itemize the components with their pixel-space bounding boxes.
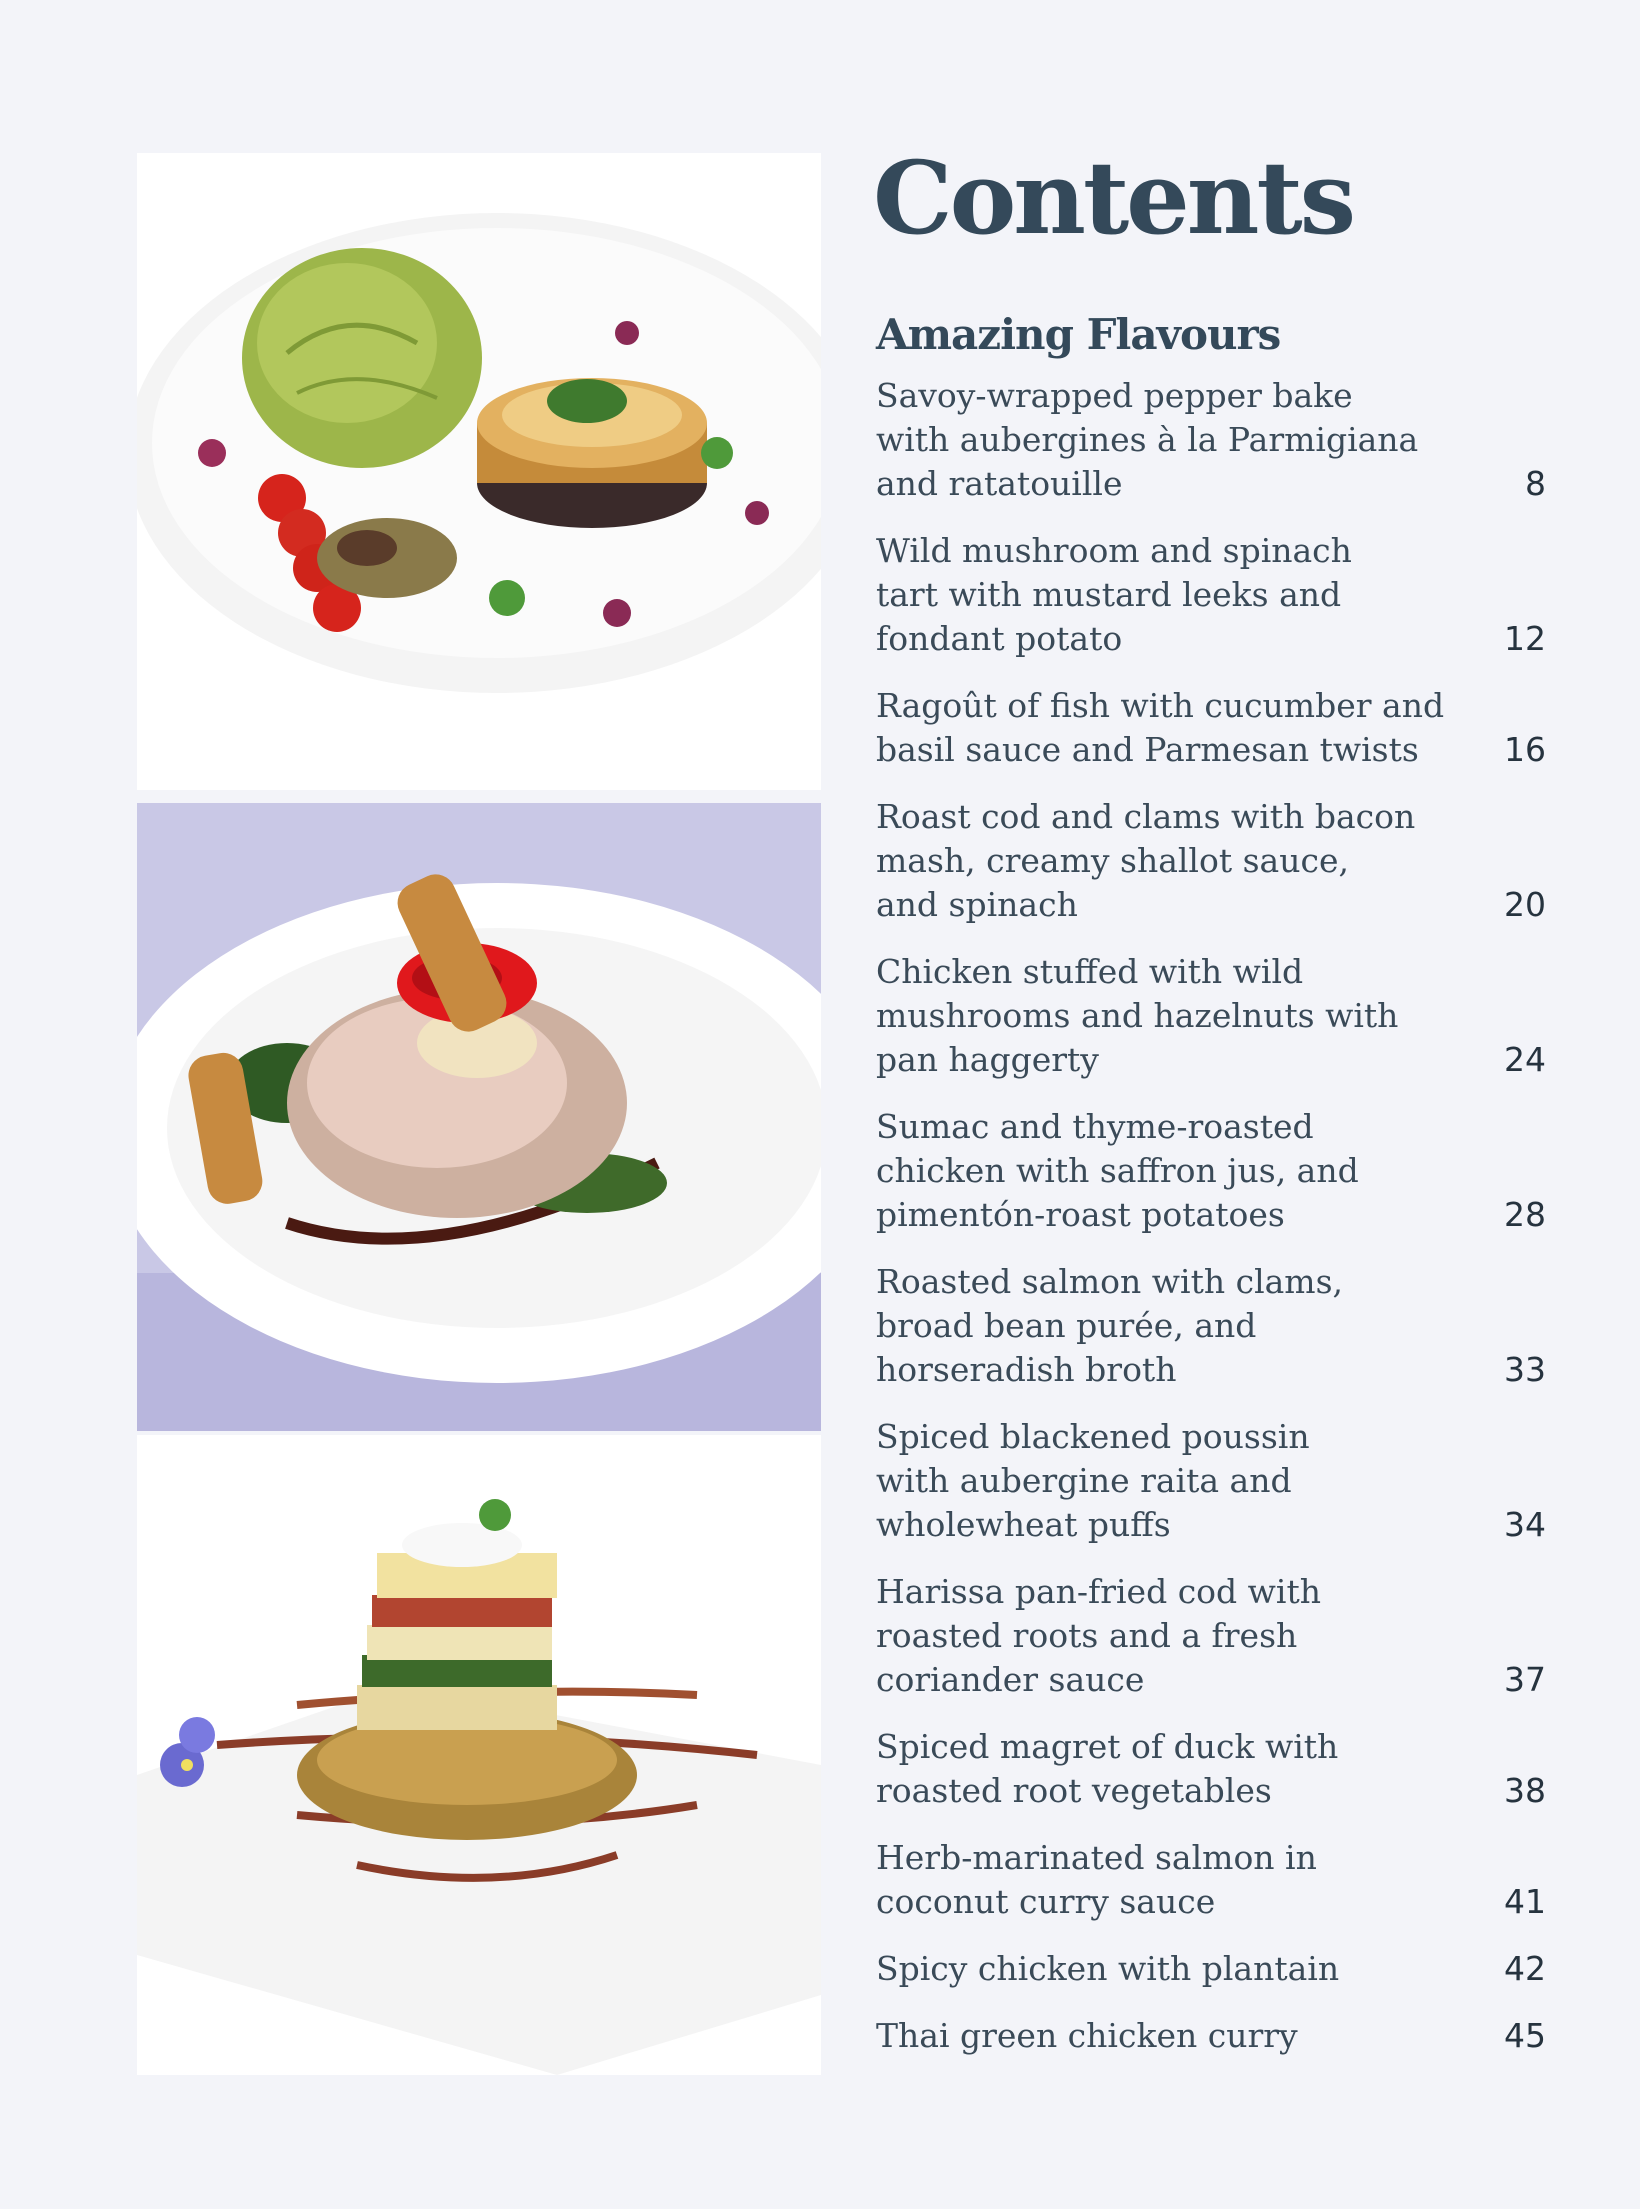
contents-entry <box>876 1415 1548 1547</box>
entry-page-number: 42 <box>1504 1949 1546 1988</box>
entry-page-number: 8 <box>1525 464 1546 503</box>
contents-entry <box>876 684 1548 772</box>
photo-stuffed-chicken <box>137 803 821 1431</box>
photo-harissa-cod <box>137 1435 821 2075</box>
contents-entry <box>876 1725 1548 1813</box>
entry-page-number: 41 <box>1504 1882 1546 1921</box>
entry-page-number: 38 <box>1504 1771 1546 1810</box>
entry-title: Spiced magret of duck with roasted root vegetables <box>876 1727 1339 1810</box>
entry-page-number: 28 <box>1504 1195 1546 1234</box>
entry-title: Roast cod and clams with bacon mash, creamy shallot sauce, and spinach <box>876 797 1416 924</box>
entry-page-number: 20 <box>1504 885 1546 924</box>
entry-title: Spicy chicken with plantain <box>876 1949 1340 1988</box>
entry-page-number: 37 <box>1504 1660 1546 1699</box>
section-title: Amazing Flavours <box>876 310 1281 359</box>
entry-title: Wild mushroom and spinach tart with mustard leeks and fondant potato <box>876 531 1352 658</box>
contents-entry <box>876 1570 1548 1702</box>
entry-title: Chicken stuffed with wild mushrooms and hazelnuts with pan haggerty <box>876 952 1399 1079</box>
page-title: Contents <box>873 139 1354 257</box>
contents-panel <box>873 139 1548 2081</box>
contents-entry <box>876 529 1548 661</box>
entry-page-number: 12 <box>1504 619 1546 658</box>
entry-title: Savoy-wrapped pepper bake with aubergines à la Parmigiana and ratatouille <box>876 376 1419 503</box>
entry-page-number: 16 <box>1504 730 1546 769</box>
entry-page-number: 33 <box>1504 1350 1546 1389</box>
contents-entry <box>876 1836 1548 1924</box>
entry-title: Sumac and thyme-roasted chicken with saffron jus, and pimentón-roast potatoes <box>876 1107 1359 1234</box>
contents-entry <box>876 1260 1548 1392</box>
entry-title: Ragoût of fish with cucumber and basil sauce and Parmesan twists <box>876 686 1445 769</box>
entry-title: Thai green chicken curry <box>876 2016 1298 2055</box>
contents-entry <box>876 795 1548 927</box>
contents-entry <box>876 2014 1548 2058</box>
photo-savoy-pepper-bake <box>137 153 821 790</box>
entry-title: Herb-marinated salmon in coconut curry sauce <box>876 1838 1317 1921</box>
contents-entry <box>876 374 1548 506</box>
entry-page-number: 24 <box>1504 1040 1546 1079</box>
entry-title: Harissa pan-fried cod with roasted roots and a fresh coriander sauce <box>876 1572 1321 1699</box>
contents-entry <box>876 950 1548 1082</box>
contents-entry <box>876 1947 1548 1991</box>
entry-page-number: 45 <box>1504 2016 1546 2055</box>
entry-title: Roasted salmon with clams, broad bean purée, and horseradish broth <box>876 1262 1344 1389</box>
entry-page-number: 34 <box>1504 1505 1546 1544</box>
entry-title: Spiced blackened poussin with aubergine raita and wholewheat puffs <box>876 1417 1310 1544</box>
contents-entry <box>876 1105 1548 1237</box>
